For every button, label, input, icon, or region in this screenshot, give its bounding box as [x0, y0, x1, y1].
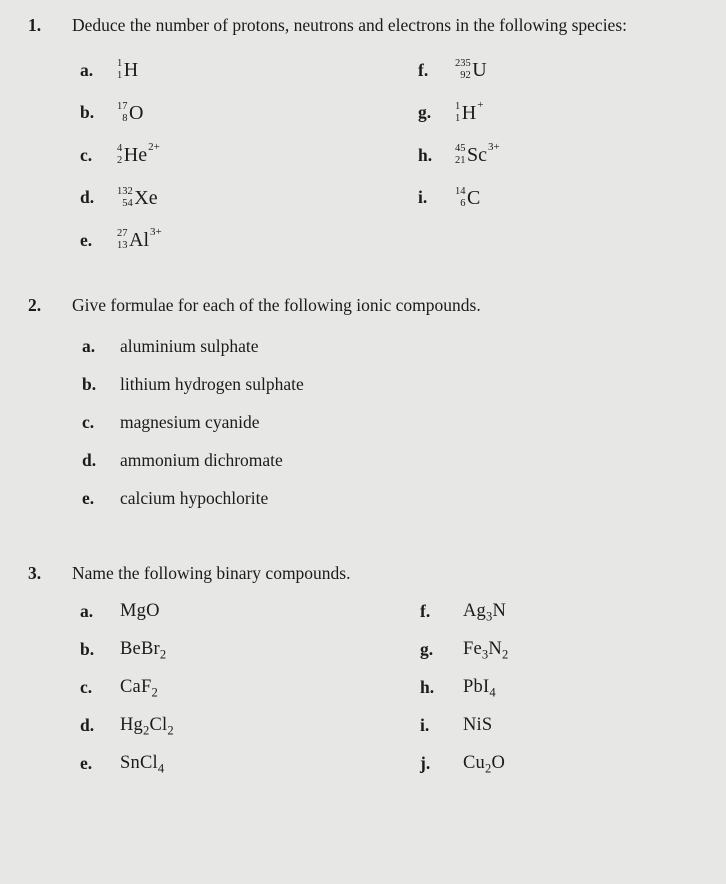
formula-item-d [80, 706, 174, 744]
mass-number: 1 [455, 100, 461, 112]
formula-item-b [80, 630, 174, 668]
chemical-formula: BeBr$_2$ [120, 638, 167, 662]
nuclide-numbers [455, 101, 460, 125]
nuclide-numbers [455, 186, 466, 210]
species-item-b [80, 92, 162, 135]
element-symbol: O [129, 101, 144, 124]
mass-number: 45 [455, 143, 466, 155]
element-symbol: H [123, 59, 139, 82]
chemical-formula: PbI$_4$ [463, 676, 496, 700]
ion-charge: 2+ [148, 141, 160, 154]
question-prompt: Deduce the number of protons, neutrons and electrons in the following species: [72, 15, 627, 35]
item-label: d. [82, 449, 97, 470]
species-column-left [80, 49, 162, 262]
item-label: a. [80, 600, 94, 621]
compound-name: magnesium cyanide [120, 411, 260, 432]
list-item-c [0, 403, 304, 441]
element-symbol: U [472, 59, 487, 82]
compound-name: ammonium dichromate [120, 449, 283, 470]
species-item-h [418, 134, 500, 177]
chemical-formula: $Cu_2O$ [463, 752, 506, 776]
nuclide-notation [117, 101, 144, 125]
element-symbol: Al [129, 229, 149, 252]
formula-item-g [420, 630, 508, 668]
list-item-b [0, 365, 304, 403]
item-label: i. [420, 714, 430, 735]
atomic-number: 54 [122, 197, 133, 209]
formula-item-f [420, 592, 508, 630]
list-item-e [0, 479, 304, 517]
item-label: e. [80, 229, 93, 250]
item-label: b. [80, 102, 95, 123]
nuclide-numbers [117, 186, 133, 210]
question-number: 2. [28, 295, 42, 315]
item-label: e. [82, 487, 95, 508]
mass-number: 132 [117, 185, 133, 197]
question-prompt: Name the following binary compounds. [72, 563, 351, 583]
species-item-e [80, 219, 162, 262]
mass-number: 4 [117, 143, 123, 155]
question-2 [0, 294, 726, 508]
question-prompt: Give formulae for each of the following ionic compounds. [72, 295, 481, 315]
atomic-number: 21 [455, 155, 466, 167]
compound-name: lithium hydrogen sulphate [120, 373, 304, 394]
item-label: d. [80, 714, 95, 735]
atomic-number: 13 [117, 240, 128, 252]
chemical-formula: NiS [463, 714, 493, 735]
item-label: h. [418, 144, 433, 165]
nuclide-numbers [117, 101, 128, 125]
chemical-formula: SnCl$_4$ [120, 752, 165, 776]
formula-item-j [420, 744, 508, 782]
element-symbol: C [467, 186, 481, 209]
question-number: 3. [28, 563, 42, 583]
item-label: c. [80, 676, 93, 697]
item-label: f. [418, 59, 429, 80]
ion-charge: + [477, 98, 484, 111]
nuclide-notation [455, 143, 500, 167]
mass-number: 1 [117, 58, 123, 70]
chemical-formula: MgO [120, 600, 160, 621]
item-label: d. [80, 187, 95, 208]
nuclide-notation [455, 58, 488, 82]
species-column-right [418, 49, 500, 219]
element-symbol: H [461, 101, 477, 124]
list-item-a [0, 327, 304, 365]
element-symbol: He [123, 144, 148, 167]
compound-name: aluminium sulphate [120, 335, 259, 356]
nuclide-numbers [117, 228, 128, 252]
atomic-number: 6 [460, 197, 466, 209]
nuclide-notation [117, 228, 162, 252]
item-label: f. [420, 600, 431, 621]
formula-column-left [80, 592, 174, 782]
chemical-formula: $Hg_2Cl_2$ [120, 714, 174, 738]
item-label: e. [80, 752, 93, 773]
nuclide-notation [117, 186, 159, 210]
item-label: b. [80, 638, 95, 659]
chemical-formula: CaF$_2$ [120, 676, 158, 700]
nuclide-notation [117, 58, 139, 82]
species-item-c [80, 134, 162, 177]
atomic-number: 92 [460, 70, 471, 82]
nuclide-numbers [117, 143, 122, 167]
species-item-f [418, 49, 500, 92]
formula-item-e [80, 744, 174, 782]
compound-name: calcium hypochlorite [120, 487, 269, 508]
formula-item-c [80, 668, 174, 706]
mass-number: 14 [455, 185, 466, 197]
item-label: b. [82, 373, 97, 394]
item-label: a. [82, 335, 96, 356]
question-3-header [0, 562, 726, 584]
question-number: 1. [28, 15, 42, 35]
item-label: g. [418, 102, 432, 123]
formula-column-right [420, 592, 508, 782]
species-item-g [418, 92, 500, 135]
formula-item-a [80, 592, 174, 630]
atomic-number: 2 [117, 155, 123, 167]
question-1-header [0, 14, 726, 36]
nuclide-notation [117, 143, 160, 167]
ion-charge: 3+ [150, 226, 162, 239]
species-item-a [80, 49, 162, 92]
mass-number: 235 [455, 58, 471, 70]
atomic-number: 1 [455, 112, 461, 124]
item-label: j. [420, 752, 431, 773]
question-2-header [0, 294, 726, 316]
atomic-number: 1 [117, 70, 123, 82]
element-symbol: Sc [467, 144, 487, 167]
species-item-d [80, 177, 162, 220]
list-item-d [0, 441, 304, 479]
mass-number: 17 [117, 100, 128, 112]
chemical-formula: $Fe_3N_2$ [463, 638, 509, 662]
nuclide-numbers [455, 58, 471, 82]
question-3 [0, 562, 726, 776]
item-label: c. [80, 144, 93, 165]
element-symbol: Xe [134, 186, 158, 209]
species-item-i [418, 177, 500, 220]
item-label: h. [420, 676, 435, 697]
nuclide-notation [455, 186, 481, 210]
item-label: g. [420, 638, 434, 659]
nuclide-numbers [455, 143, 466, 167]
item-label: c. [82, 411, 95, 432]
mass-number: 27 [117, 228, 128, 240]
item-label: a. [80, 59, 94, 80]
question-1 [0, 14, 726, 252]
atomic-number: 8 [122, 112, 128, 124]
formula-item-i [420, 706, 508, 744]
compound-name-list [0, 327, 304, 517]
formula-item-h [420, 668, 508, 706]
ion-charge: 3+ [488, 141, 500, 154]
item-label: i. [418, 187, 428, 208]
chemical-formula: $Ag_3N$ [463, 600, 507, 624]
nuclide-notation [455, 98, 484, 125]
nuclide-numbers [117, 58, 122, 82]
